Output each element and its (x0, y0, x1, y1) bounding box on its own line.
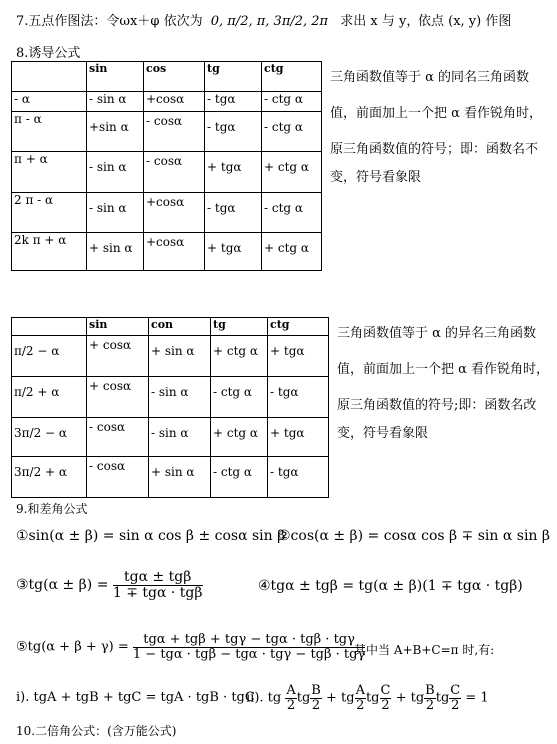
table-cell (87, 457, 149, 498)
cell-value: + ctg α (213, 344, 259, 358)
table2-header: sin (87, 318, 149, 336)
formula-identity-ii (246, 684, 489, 712)
table-cell (144, 193, 205, 233)
formula-tg-sum-alt: ④tgα ± tgβ = tg(α ± β)(1 ∓ tgα · tgβ) (258, 578, 523, 594)
table-cell (87, 377, 149, 418)
table-cell (205, 152, 262, 193)
table-cell: - α (12, 92, 87, 112)
fraction (449, 684, 461, 712)
denominator: 2 (451, 697, 460, 713)
table-cell (205, 112, 262, 152)
table-row (12, 92, 322, 112)
table-cell (87, 112, 144, 152)
cell-value: + ctg α (213, 426, 259, 440)
table-cell (262, 112, 322, 152)
table-cell: 2k π + α (12, 233, 87, 271)
table1-header: ctg (262, 62, 322, 92)
cell-value: - tgα (207, 120, 236, 134)
table-row (12, 377, 329, 418)
cell-value: - tgα (270, 465, 299, 479)
section10-title: 10.二倍角公式：(含万能公式) (16, 724, 177, 738)
table2-header-row (12, 318, 329, 336)
table-cell (149, 377, 211, 418)
denominator: 2 (286, 697, 296, 713)
table2-header: tg (211, 318, 268, 336)
table-cell (149, 418, 211, 457)
cell-value: + tgα (207, 160, 242, 174)
table-cell (149, 336, 211, 377)
table2-header (12, 318, 87, 336)
cell-value: - ctg α (264, 120, 304, 134)
fraction (113, 570, 203, 600)
fraction (424, 684, 436, 712)
table-cell (12, 418, 87, 457)
table-row (12, 152, 322, 193)
table-cell: - ctg α (262, 92, 322, 112)
table-cell (205, 233, 262, 271)
five-point-values: 0, π/2, π, 3π/2, 2π (210, 14, 329, 29)
numerator: A (286, 683, 296, 698)
formula-identity-i: i). tgA + tgB + tgC = tgA · tgB · tgC (16, 690, 255, 705)
denominator: 2 (381, 697, 390, 713)
numerator: C (450, 683, 461, 698)
table-cell (12, 377, 87, 418)
table-cell (268, 457, 329, 498)
table-cell: - sin α (87, 92, 144, 112)
note-line: 变，符号看象限 (337, 426, 429, 441)
table-row (12, 233, 322, 271)
table-cell (87, 418, 149, 457)
cell-value: + ctg α (264, 160, 310, 174)
note-line: 原三角函数值的符号;即：函数名改 (337, 398, 537, 413)
formula-tg-three (16, 633, 365, 661)
table1-header-row (12, 62, 322, 92)
cell-value: - sin α (89, 160, 127, 174)
cell-value: +cosα (146, 195, 185, 209)
table-cell (12, 336, 87, 377)
section7-line (16, 10, 419, 29)
note-line: 值，前面加上一个把 α 看作锐角时， (337, 362, 550, 377)
table1-header: sin (87, 62, 144, 92)
tg-label: tg (296, 690, 311, 706)
cell-value: + cosα (89, 379, 132, 393)
fraction (380, 684, 392, 712)
fraction (285, 684, 296, 712)
cell-value: - cosα (89, 459, 126, 473)
note-line: 三角函数值等于 α 的异名三角函数 (337, 326, 537, 341)
denominator: 2 (425, 697, 435, 713)
note-line: 变，符号看象限 (330, 170, 422, 185)
cell-value: + tgα (207, 241, 242, 255)
value-pi: π (256, 14, 266, 29)
cell-value: 3π/2 − α (14, 426, 67, 440)
table1-note (330, 64, 542, 192)
numerator: B (425, 683, 435, 698)
cell-value: + sin α (151, 465, 195, 479)
table-cell (262, 193, 322, 233)
cell-value: π/2 + α (14, 385, 60, 399)
table-row (12, 112, 322, 152)
table-cell (87, 193, 144, 233)
table1-header: tg (205, 62, 262, 92)
section7-title: 7.五点作图法：令ωx＋φ 依次为 (16, 14, 203, 29)
table-cell (149, 457, 211, 498)
cell-value: + sin α (89, 241, 133, 255)
note-line: 原三角函数值的符号；即：函数名不 (330, 142, 539, 157)
table-cell (268, 336, 329, 377)
table-row (12, 336, 329, 377)
plus-tg: + tg (395, 690, 425, 706)
table-cell (268, 418, 329, 457)
note-line: 值，前面加上一个把 α 看作锐角时， (330, 106, 543, 121)
table-row (12, 457, 329, 498)
section7-suffix: 求出 x 与 y， (340, 14, 420, 29)
identity-prefix: ii). tg (246, 690, 282, 706)
induction-table-1 (11, 61, 322, 271)
table-cell (87, 336, 149, 377)
tg-label: tg (435, 690, 450, 706)
formula-lhs: ③tg(α ± β) = (16, 577, 109, 594)
cell-value: - ctg α (213, 465, 253, 479)
denominator: 1 ∓ tgα · tgβ (112, 584, 203, 601)
formula-tg-sum (16, 570, 203, 600)
numerator: tgα + tgβ + tgγ − tgα · tgβ · tgγ (133, 633, 365, 648)
table-cell: +cosα (144, 92, 205, 112)
numerator: C (380, 683, 391, 698)
value-2pi: 2π (311, 14, 329, 29)
table1-header: cos (144, 62, 205, 92)
cell-value: - cosα (89, 420, 126, 434)
cell-value: + cosα (89, 338, 132, 352)
table-cell: π - α (12, 112, 87, 152)
cell-value: + tgα (270, 344, 305, 358)
fraction (133, 633, 365, 661)
table-cell (12, 457, 87, 498)
table-cell (144, 112, 205, 152)
cell-value: - tgα (270, 385, 299, 399)
table-cell (211, 336, 268, 377)
cell-value: - tgα (207, 201, 236, 215)
fraction (310, 684, 322, 712)
table2-header: con (149, 318, 211, 336)
denominator: 2 (311, 697, 321, 713)
table-cell (262, 152, 322, 193)
table-row (12, 418, 329, 457)
formula-lhs: ⑤tg(α + β + γ) = (16, 639, 129, 655)
cell-value: - sin α (89, 201, 127, 215)
identity-result: = 1 (465, 690, 489, 706)
numerator: tgα ± tgβ (113, 570, 203, 586)
table-cell (211, 457, 268, 498)
cell-value: π/2 − α (14, 344, 60, 358)
cell-value: - sin α (151, 385, 189, 399)
formula-sin-sum: ①sin(α ± β) = sin α cos β ± cosα sin β (16, 528, 286, 544)
table-cell (211, 418, 268, 457)
cell-value: + ctg α (264, 241, 310, 255)
table-cell (205, 193, 262, 233)
cell-value: + sin α (151, 344, 195, 358)
induction-table-2 (11, 317, 329, 498)
tg-label: tg (365, 690, 380, 706)
table-cell (87, 152, 144, 193)
cell-value: +sin α (89, 120, 129, 134)
value-3pi-half: 3π/2 (273, 14, 304, 29)
section8-title: 8.诱导公式 (16, 46, 81, 61)
table-cell (87, 233, 144, 271)
table-cell: 2 π - α (12, 193, 87, 233)
formula-condition: 其中当 A+B+C=π 时,有: (354, 643, 495, 657)
numerator: A (355, 683, 365, 698)
table2-header: ctg (268, 318, 329, 336)
denominator: 1 − tgα · tgβ − tgα · tgγ − tgβ · tgγ (132, 646, 366, 662)
cell-value: 3π/2 + α (14, 465, 67, 479)
section9-title: 9.和差角公式 (16, 502, 88, 516)
table-cell: - tgα (205, 92, 262, 112)
plus-tg: + tg (325, 690, 355, 706)
table-cell (144, 233, 205, 271)
cell-value: - ctg α (213, 385, 253, 399)
denominator: 2 (356, 697, 365, 713)
cell-value: - ctg α (264, 201, 304, 215)
note-line: 三角函数值等于 α 的同名三角函数 (330, 70, 530, 85)
cell-value: - cosα (146, 154, 183, 168)
numerator: B (311, 683, 321, 698)
table1-header (12, 62, 87, 92)
table-cell (144, 152, 205, 193)
cell-value: +cosα (146, 235, 185, 249)
fraction (355, 684, 366, 712)
value-0: 0 (210, 14, 219, 29)
table-cell: π + α (12, 152, 87, 193)
table-cell (211, 377, 268, 418)
table-row (12, 193, 322, 233)
table-cell (268, 377, 329, 418)
cell-value: + tgα (270, 426, 305, 440)
table2-note (337, 320, 549, 448)
cell-value: - sin α (151, 426, 189, 440)
formula-cos-sum: ②cos(α ± β) = cosα cos β ∓ sin α sin β (278, 528, 550, 544)
section7-plot: 依点 (x, y) 作图 (418, 14, 512, 29)
value-pi-half: π/2 (227, 14, 249, 29)
table-cell (262, 233, 322, 271)
cell-value: - cosα (146, 114, 183, 128)
